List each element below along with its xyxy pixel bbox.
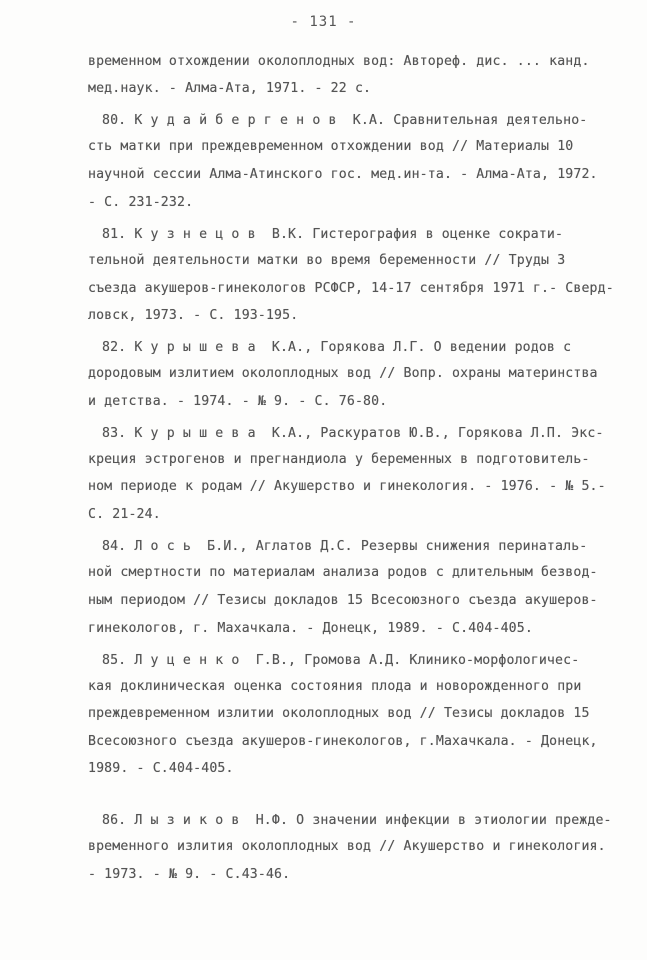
text-line: Всесоюзного съезда акушеров-гинекологов, г.Махачкала. - Донецк, xyxy=(88,734,598,749)
text-line: ловск, 1973. - С. 193-195. xyxy=(88,308,299,323)
entry-86-line: 86. Л ы з и к о в Н.Ф. О значении инфекции в этиологии прежде- xyxy=(102,813,612,828)
entry-85-line: 85. Л у ц е н к о Г.В., Громова А.Д. Клинико-морфологичес- xyxy=(102,653,580,668)
text-line: тельной деятельности матки во время беременности // Труды 3 xyxy=(88,253,566,268)
entry-81-line: 81. К у з н е ц о в В.К. Гистерография в оценке сократи- xyxy=(102,227,564,242)
entry-82-line: 82. К у р ы ш е в а К.А., Горякова Л.Г. О ведении родов с xyxy=(102,340,572,355)
text-line: С. 21-24. xyxy=(88,507,161,522)
entry-84-line: 84. Л о с ь Б.И., Аглатов Д.С. Резервы снижения перинаталь- xyxy=(102,539,588,554)
text-line: и детства. - 1974. - № 9. - С. 76-80. xyxy=(88,394,388,409)
text-line: кая доклиническая оценка состояния плода и новорожденного при xyxy=(88,679,582,694)
text-line: съезда акушеров-гинекологов РСФСР, 14-17 сентября 1971 г.- Сверд- xyxy=(88,281,614,296)
entry-80-line: 80. К у д а й б е р г е н о в К.А. Сравнительная деятельно- xyxy=(102,113,588,128)
text-line: 1989. - С.404-405. xyxy=(88,761,234,776)
text-line: - 1973. - № 9. - С.43-46. xyxy=(88,867,291,882)
text-line: ным периодом // Тезисы докладов 15 Всесоюзного съезда акушеров- xyxy=(88,593,598,608)
text-line: временного излития околоплодных вод // Акушерство и гинекология. xyxy=(88,839,606,854)
text-line: гинекологов, г. Махачкала. - Донецк, 1989. - С.404-405. xyxy=(88,621,533,636)
text-line: научной сессии Алма-Атинского гос. мед.ин-та. - Алма-Ата, 1972. xyxy=(88,167,598,182)
text-line: креция эстрогенов и прегнандиола у беременных в подготовитель- xyxy=(88,452,590,467)
text-line: дородовым излитием околоплодных вод // Вопр. охраны материнства xyxy=(88,366,598,381)
text-line: сть матки при преждевременном отхождении вод // Материалы 10 xyxy=(88,139,574,154)
page-number: - 131 - xyxy=(290,14,357,30)
entry-83-line: 83. К у р ы ш е в а К.А., Раскуратов Ю.В., Горякова Л.П. Экс- xyxy=(102,426,604,441)
text-line: - С. 231-232. xyxy=(88,195,194,210)
text-line: ном периоде к родам // Акушерство и гинекология. - 1976. - № 5.- xyxy=(88,479,606,494)
text-line: преждевременном излитии околоплодных вод // Тезисы докладов 15 xyxy=(88,706,590,721)
text-line: мед.наук. - Алма-Ата, 1971. - 22 с. xyxy=(88,81,372,96)
text-line: временном отхождении околоплодных вод: Автореф. дис. ... канд. xyxy=(88,54,590,69)
text-line: ной смертности по материалам анализа родов с длительным безвод- xyxy=(88,565,598,580)
